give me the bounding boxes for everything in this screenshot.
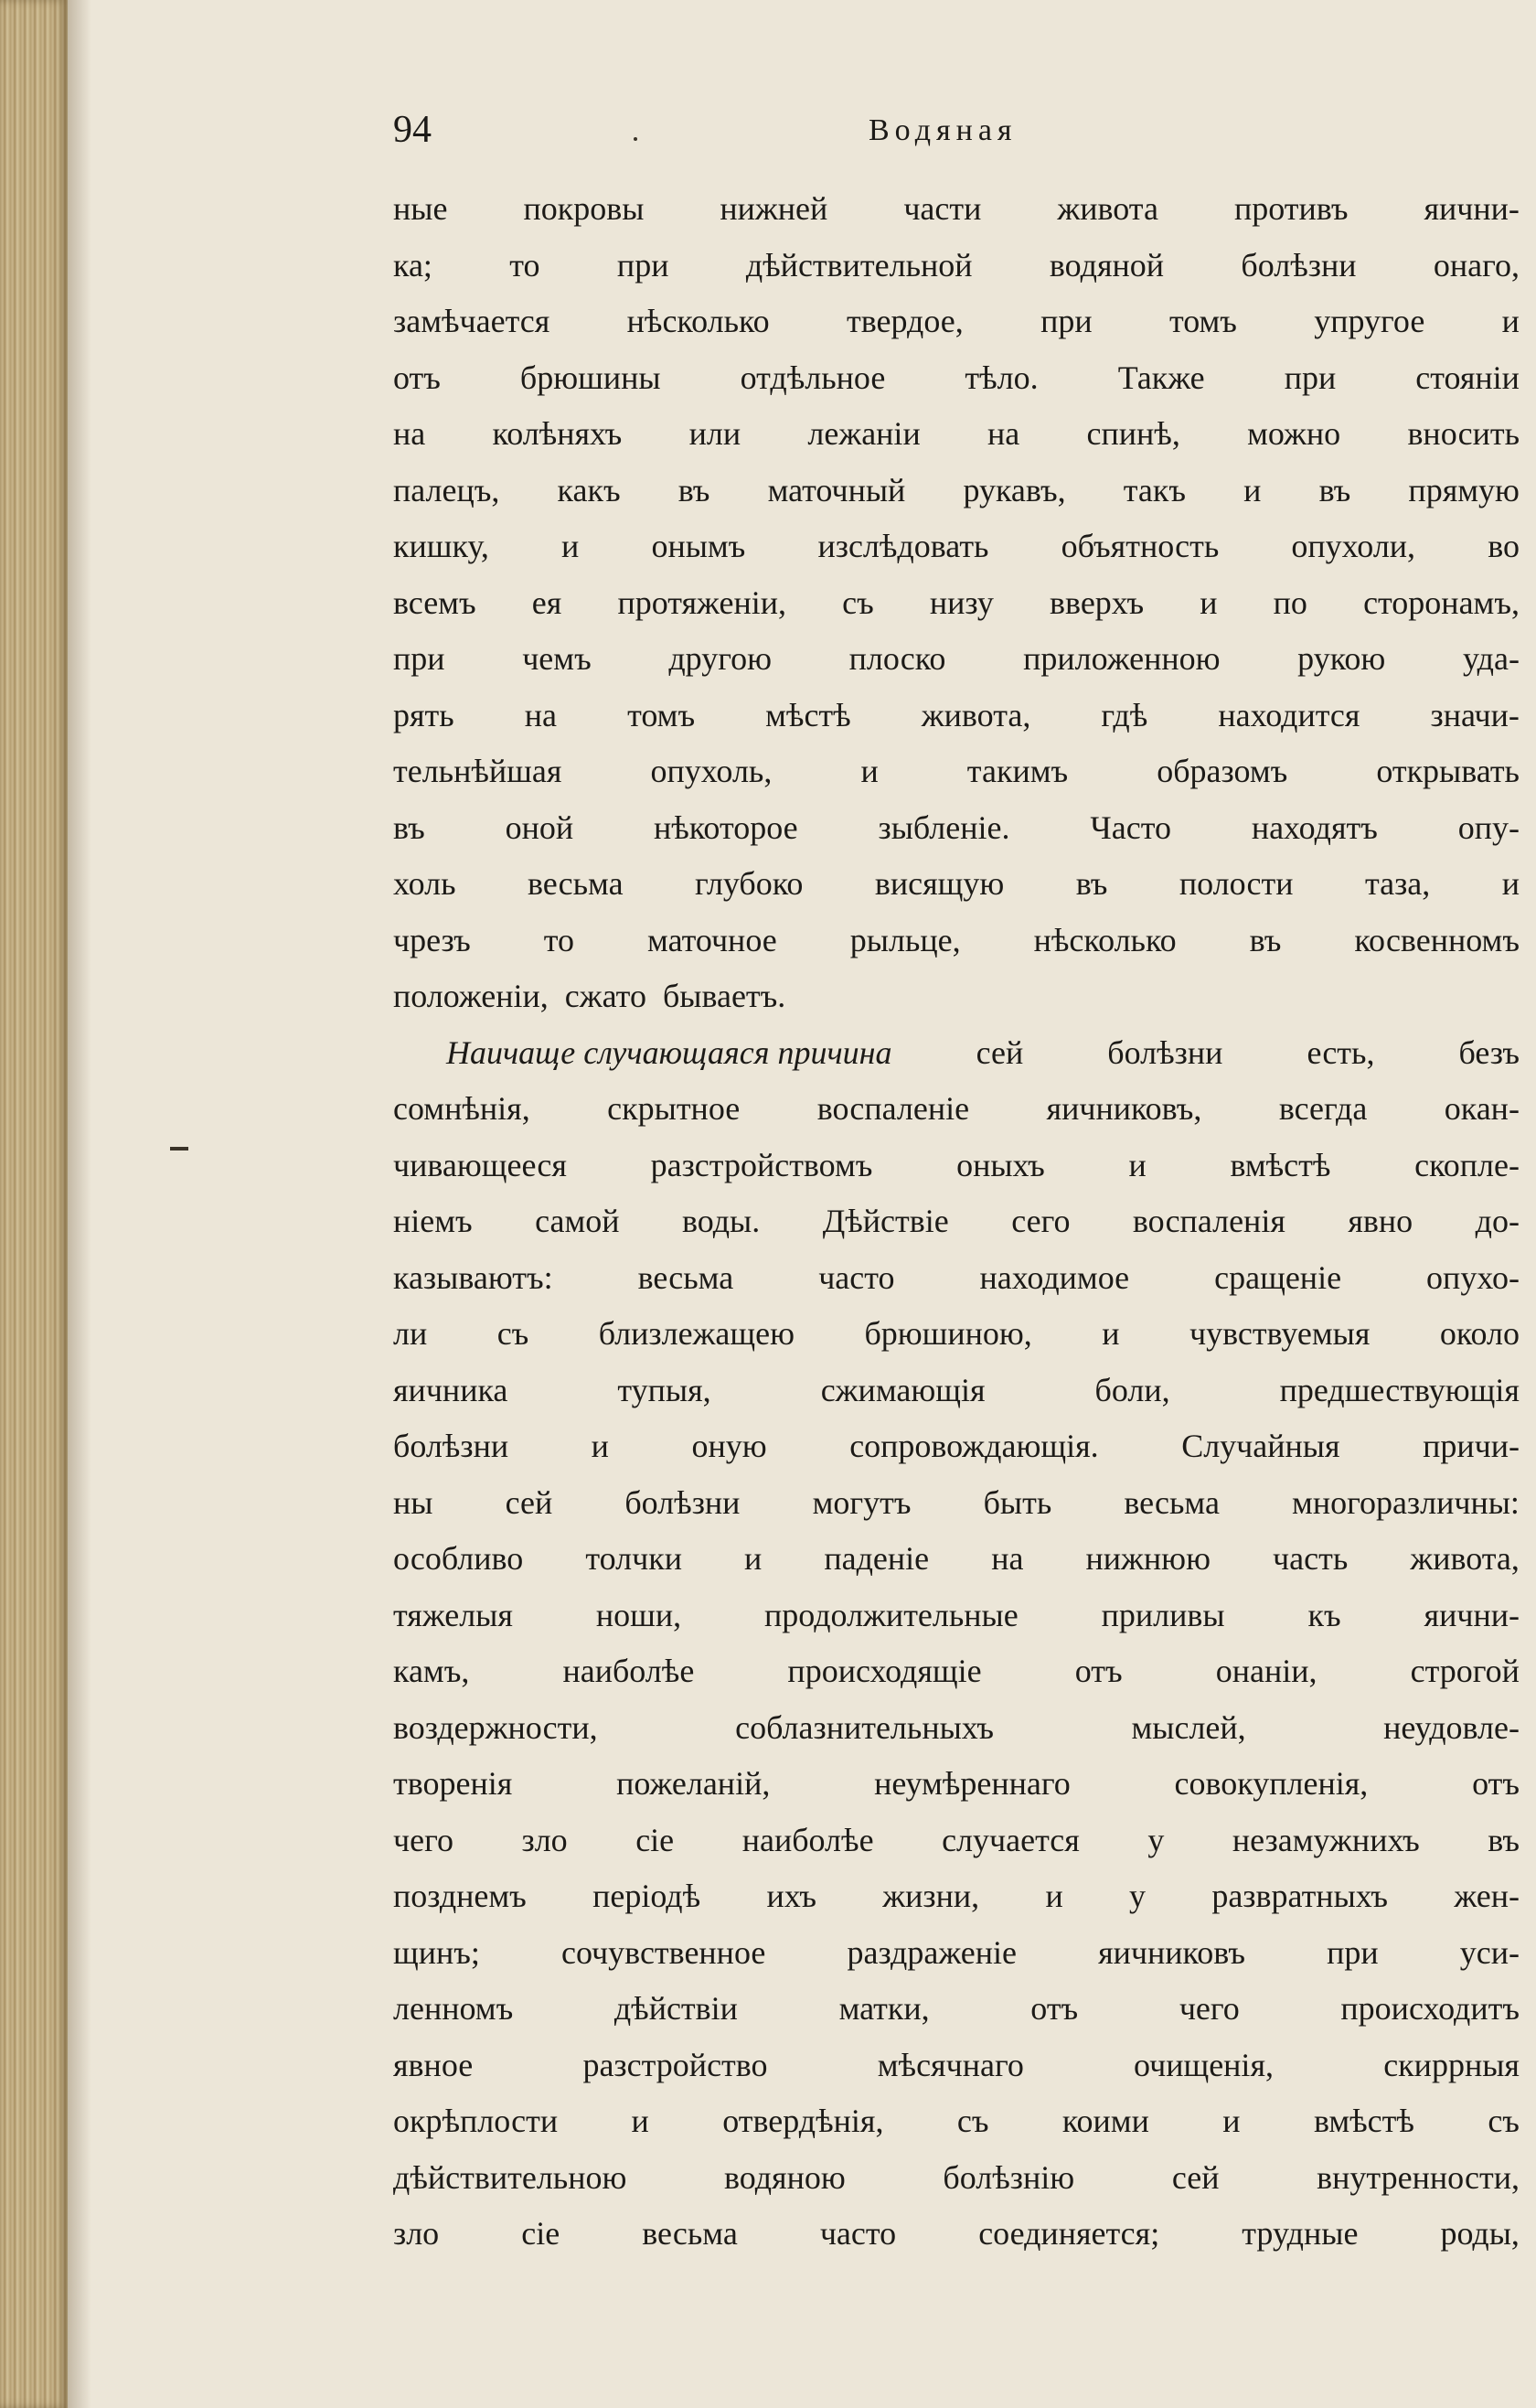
word: чего: [393, 1821, 453, 1858]
text-line: [393, 1418, 1520, 1475]
text-line: [393, 1531, 1520, 1588]
word: опухоли,: [1291, 528, 1416, 564]
word: толчки: [585, 1540, 682, 1577]
word: трудные: [1242, 2215, 1359, 2252]
text-line: [393, 1138, 1520, 1194]
word: гдѣ: [1101, 696, 1148, 733]
word: сей: [976, 1033, 1024, 1071]
word: паденіе: [824, 1540, 930, 1577]
word: съ: [842, 583, 874, 621]
word: на: [393, 415, 426, 452]
word: зло: [521, 1821, 568, 1858]
word: вмѣстѣ: [1313, 2103, 1414, 2139]
word: образомъ: [1157, 753, 1288, 789]
word: могутъ: [812, 1483, 912, 1521]
word: рыльце,: [849, 921, 961, 958]
word: позднемъ: [393, 1878, 527, 1914]
word: весьма: [637, 1258, 734, 1296]
text-line: [393, 1306, 1520, 1363]
word: и: [591, 1428, 609, 1464]
word: строгой: [1410, 1653, 1520, 1689]
word: сторонамъ,: [1363, 583, 1520, 621]
text-line: [393, 1868, 1520, 1925]
word: отдѣльное: [740, 359, 886, 396]
word: отъ: [1472, 1765, 1520, 1802]
word: наиболѣе: [562, 1653, 695, 1689]
word: приливы: [1101, 1596, 1225, 1633]
word: и: [561, 528, 580, 564]
text-line: [393, 181, 1520, 238]
word: уси-: [1459, 1933, 1520, 1971]
text-line: [393, 1925, 1520, 1982]
word: періодѣ: [592, 1878, 701, 1914]
word: есть,: [1307, 1033, 1375, 1071]
word: въ: [1488, 1821, 1520, 1858]
word: сжимающія: [820, 1371, 986, 1408]
word: окрѣплости: [393, 2103, 559, 2139]
word: болѣзни: [624, 1483, 741, 1521]
word: окан-: [1444, 1090, 1520, 1127]
word: отъ: [393, 359, 441, 396]
word: нижнюю: [1085, 1540, 1211, 1577]
word: стояніи: [1415, 359, 1520, 396]
word: около: [1439, 1315, 1520, 1352]
text-line: [393, 913, 1520, 969]
word: рукою: [1297, 640, 1386, 677]
word: въ: [1318, 471, 1351, 508]
word: тяжелыя: [393, 1596, 513, 1633]
text-line: [393, 631, 1520, 688]
word: боли,: [1094, 1371, 1170, 1408]
word: значи-: [1430, 696, 1520, 733]
word: скиррныя: [1383, 2046, 1520, 2083]
word: въ: [1249, 921, 1282, 958]
word: висящую: [874, 865, 1005, 902]
text-line: [393, 1193, 1520, 1250]
word: и: [1501, 865, 1520, 902]
word: всемъ: [393, 583, 476, 621]
text-line: [393, 519, 1520, 575]
word: матки,: [838, 1990, 930, 2027]
word: съ: [496, 1315, 529, 1352]
text-line: [393, 1475, 1520, 1532]
word: твердое,: [847, 303, 964, 339]
word: онаго,: [1433, 246, 1520, 284]
text-line: [393, 1756, 1520, 1813]
word: объятность: [1061, 528, 1220, 564]
text-line: [393, 1250, 1520, 1307]
word: тѣло.: [965, 359, 1039, 396]
word: въ: [393, 808, 425, 846]
text-line: [393, 238, 1520, 294]
margin-mark: [170, 1147, 188, 1150]
word: при: [1040, 303, 1093, 339]
word: чрезъ: [393, 921, 471, 958]
word: Дѣйствіе: [822, 1203, 949, 1239]
word: при: [1284, 359, 1337, 396]
word: нижней: [720, 190, 828, 227]
word: и: [1501, 303, 1520, 339]
word: водяною: [724, 2158, 846, 2196]
word: совокупленія,: [1174, 1765, 1369, 1802]
word: разстройство: [582, 2046, 768, 2083]
word: воды.: [682, 1203, 761, 1239]
text-line: [393, 1643, 1520, 1700]
word: водяной: [1049, 246, 1165, 284]
word: онымъ: [651, 528, 746, 564]
word: и: [1128, 1146, 1147, 1183]
word: и: [1200, 583, 1218, 621]
word: при: [1327, 1933, 1379, 1971]
text-line: [393, 744, 1520, 800]
word: воспаленія: [1132, 1203, 1285, 1239]
word: къ: [1307, 1596, 1341, 1633]
word: жизни,: [882, 1878, 980, 1914]
word: брюшины: [519, 359, 661, 396]
word: изслѣдовать: [817, 528, 989, 564]
word: прямую: [1408, 471, 1520, 508]
word: находимое: [979, 1258, 1130, 1296]
text-line: [393, 1588, 1520, 1644]
text-line: [393, 2038, 1520, 2094]
word: низу: [929, 583, 994, 621]
word: такимъ: [966, 753, 1069, 789]
word: мѣстѣ: [765, 696, 851, 733]
word: рять: [393, 696, 454, 733]
word: сей: [1171, 2158, 1220, 2196]
word: положеніи,: [393, 978, 549, 1014]
word: быть: [983, 1483, 1052, 1521]
word: и: [860, 753, 879, 789]
word: воспаленіе: [816, 1090, 970, 1127]
word: часто: [819, 2215, 897, 2252]
word: другою: [668, 640, 772, 677]
word: безъ: [1458, 1033, 1520, 1071]
word: противъ: [1233, 190, 1349, 227]
word: живота,: [921, 696, 1031, 733]
word: предшествующія: [1279, 1371, 1520, 1408]
page-header: [393, 108, 1520, 181]
word: плоско: [848, 640, 946, 677]
word: продолжительные: [764, 1596, 1019, 1633]
word: происходящіе: [787, 1653, 982, 1689]
word: оную: [691, 1428, 767, 1464]
word: Часто: [1090, 808, 1171, 846]
word: въ: [1075, 865, 1108, 902]
word: таза,: [1364, 865, 1431, 902]
word: сжато: [564, 978, 646, 1014]
word: и: [631, 2103, 649, 2139]
word: очищенія,: [1134, 2046, 1274, 2083]
word: ны: [393, 1483, 433, 1521]
text-line: [393, 350, 1520, 407]
word: онаніи,: [1215, 1653, 1317, 1689]
word: вверхъ: [1050, 583, 1145, 621]
word: особливо: [393, 1540, 524, 1577]
book-page-edge: [0, 0, 68, 2408]
printed-page: [393, 108, 1520, 2263]
word: на: [987, 415, 1020, 452]
word: нѣкоторое: [653, 808, 798, 846]
word: Случайныя: [1181, 1428, 1340, 1464]
word: воздержности,: [393, 1708, 598, 1746]
word: камъ,: [393, 1653, 470, 1689]
word: сіе: [635, 1821, 675, 1858]
text-line: [393, 463, 1520, 519]
word: чемъ: [522, 640, 592, 677]
running-head: Водяная: [869, 113, 1018, 147]
word: тупыя,: [617, 1371, 711, 1408]
word: ихъ: [766, 1878, 816, 1914]
word: съ: [1488, 2103, 1520, 2139]
word: сей: [505, 1483, 553, 1521]
word: можно: [1247, 415, 1341, 452]
word: или: [688, 415, 741, 452]
word: всегда: [1278, 1090, 1368, 1127]
word: отъ: [1074, 1653, 1123, 1689]
word: самой: [535, 1203, 620, 1239]
word: происходитъ: [1340, 1990, 1520, 2027]
word: и: [1243, 471, 1262, 508]
word: соединяется;: [978, 2215, 1160, 2252]
word: казываютъ:: [393, 1258, 553, 1296]
word: раздраженіе: [847, 1933, 1017, 1971]
word: болѣзнію: [943, 2158, 1075, 2196]
word: яични-: [1424, 1596, 1520, 1633]
word: ніемъ: [393, 1203, 473, 1239]
text-line: [393, 969, 1520, 1025]
word: жен-: [1454, 1878, 1520, 1914]
word: дѣйствительною: [393, 2158, 627, 2196]
word: отъ: [1030, 1990, 1079, 2027]
word: многоразличны:: [1292, 1483, 1520, 1521]
word: до-: [1475, 1203, 1520, 1239]
word: какъ: [557, 471, 621, 508]
text-line: [393, 575, 1520, 632]
text-line: [393, 688, 1520, 744]
word: нѣсколько: [626, 303, 770, 339]
word: на: [524, 696, 558, 733]
text-line: [393, 1025, 1520, 1082]
italic-lead: Наичаще случающаяся причина: [446, 1033, 892, 1071]
word: разстройствомъ: [650, 1146, 873, 1183]
word: явное: [393, 2046, 474, 2083]
word: томъ: [627, 696, 696, 733]
word: глубоко: [695, 865, 804, 902]
word: пожеланій,: [616, 1765, 771, 1802]
word: то: [509, 246, 540, 284]
word: болѣзни: [393, 1428, 509, 1464]
word: кишку,: [393, 528, 489, 564]
word: брюшиною,: [864, 1315, 1032, 1352]
word: при: [393, 640, 445, 677]
word: вмѣстѣ: [1230, 1146, 1331, 1183]
word: сочувственное: [561, 1933, 766, 1971]
word: творенія: [393, 1765, 513, 1802]
word: мыслей,: [1131, 1708, 1246, 1746]
word: томъ: [1168, 303, 1237, 339]
word: ленномъ: [393, 1990, 514, 2027]
word: ли: [393, 1315, 428, 1352]
word: лежаніи: [807, 415, 921, 452]
word: сопровождающія.: [849, 1428, 1099, 1464]
word: вносить: [1407, 415, 1520, 452]
word: случается: [942, 1821, 1080, 1858]
word: холь: [393, 865, 456, 902]
word: щинъ;: [393, 1933, 480, 1971]
page-gutter-shadow: [68, 0, 91, 2408]
word: замѣчается: [393, 303, 550, 339]
word: и: [1045, 1878, 1063, 1914]
word: дѣйствіи: [613, 1990, 738, 2027]
word: опухоль,: [650, 753, 773, 789]
word: у: [1147, 1821, 1165, 1858]
word: внутренности,: [1317, 2158, 1520, 2196]
word: полости: [1179, 865, 1294, 902]
word: то: [543, 921, 575, 958]
word: сомнѣнія,: [393, 1090, 530, 1127]
word: на: [991, 1540, 1024, 1577]
word: находится: [1218, 696, 1360, 733]
word: тельнѣйшая: [393, 753, 562, 789]
word: ка;: [393, 246, 432, 284]
text-line: [393, 800, 1520, 857]
word: чивающееся: [393, 1146, 567, 1183]
word: яичника: [393, 1371, 508, 1408]
body-text: [393, 181, 1520, 2263]
word: ея: [531, 583, 562, 621]
word: роды,: [1440, 2215, 1520, 2252]
word: опухо-: [1426, 1258, 1520, 1296]
word: опу-: [1457, 808, 1520, 846]
word: развратныхъ: [1211, 1878, 1389, 1914]
header-dot: [634, 137, 637, 141]
word: близлежащею: [598, 1315, 795, 1352]
text-line: [393, 856, 1520, 913]
word: и: [744, 1540, 763, 1577]
word: яичниковъ: [1098, 1933, 1245, 1971]
word: во: [1488, 528, 1520, 564]
word: сіе: [521, 2215, 560, 2252]
text-line: [393, 1081, 1520, 1138]
text-line: [393, 294, 1520, 350]
word: упругое: [1314, 303, 1425, 339]
word: маточное: [647, 921, 777, 958]
word: при: [616, 246, 669, 284]
word: неудовле-: [1383, 1708, 1520, 1746]
word: открывать: [1376, 753, 1520, 789]
word: колѣняхъ: [492, 415, 623, 452]
text-line: [393, 2093, 1520, 2150]
word: покровы: [523, 190, 645, 227]
word: часть: [1273, 1540, 1349, 1577]
word: у: [1129, 1878, 1147, 1914]
word: причи-: [1423, 1428, 1520, 1464]
word: находятъ: [1251, 808, 1378, 846]
word: сращеніе: [1214, 1258, 1342, 1296]
text-line: [393, 1700, 1520, 1757]
word: по: [1273, 583, 1307, 621]
word: дѣйствительной: [745, 246, 973, 284]
word: весьма: [642, 2215, 738, 2252]
word: оныхъ: [956, 1146, 1045, 1183]
word: спинѣ,: [1086, 415, 1180, 452]
word: части: [903, 190, 982, 227]
word: косвенномъ: [1354, 921, 1520, 958]
word: бываетъ.: [662, 978, 786, 1014]
word: весьма: [1124, 1483, 1220, 1521]
word: чего: [1179, 1990, 1240, 2027]
word: зло: [393, 2215, 440, 2252]
text-line: [393, 1981, 1520, 2038]
word: наиболѣе: [741, 1821, 874, 1858]
text-line: [393, 406, 1520, 463]
word: скопле-: [1414, 1146, 1520, 1183]
word: ноши,: [595, 1596, 682, 1633]
word: палецъ,: [393, 471, 500, 508]
word: уда-: [1462, 640, 1520, 677]
word: съ: [956, 2103, 989, 2139]
word: и: [1102, 1315, 1120, 1352]
page-number: 94: [393, 109, 432, 151]
word: весьма: [527, 865, 624, 902]
word: ные: [393, 190, 448, 227]
word: нѣсколько: [1033, 921, 1177, 958]
word: приложенною: [1023, 640, 1221, 677]
word: Также: [1117, 359, 1205, 396]
word: зыбленіе.: [878, 808, 1010, 846]
word: и: [1222, 2103, 1241, 2139]
text-line: [393, 1813, 1520, 1869]
word: сего: [1011, 1203, 1071, 1239]
word: живота: [1057, 190, 1158, 227]
text-line: [393, 1363, 1520, 1419]
word: протяженіи,: [617, 583, 786, 621]
word: отвердѣнія,: [722, 2103, 884, 2139]
word: живота,: [1410, 1540, 1520, 1577]
word: соблазнительныхъ: [735, 1708, 995, 1746]
word: въ: [677, 471, 710, 508]
word: яични-: [1424, 190, 1520, 227]
word: чувствуемыя: [1189, 1315, 1371, 1352]
word: незамужнихъ: [1232, 1821, 1420, 1858]
text-line: [393, 2206, 1520, 2263]
word: часто: [818, 1258, 895, 1296]
word: коими: [1061, 2103, 1149, 2139]
word: маточный: [767, 471, 906, 508]
word: мѣсячнаго: [877, 2046, 1024, 2083]
text-line: [393, 2150, 1520, 2207]
word: болѣзни: [1107, 1033, 1223, 1071]
word: оной: [505, 808, 574, 846]
word: яичниковъ,: [1046, 1090, 1202, 1127]
word: явно: [1348, 1203, 1413, 1239]
word: неумѣреннаго: [874, 1765, 1071, 1802]
word: рукавъ,: [963, 471, 1066, 508]
word: скрытное: [607, 1090, 741, 1127]
word: болѣзни: [1241, 246, 1357, 284]
word: такъ: [1123, 471, 1187, 508]
